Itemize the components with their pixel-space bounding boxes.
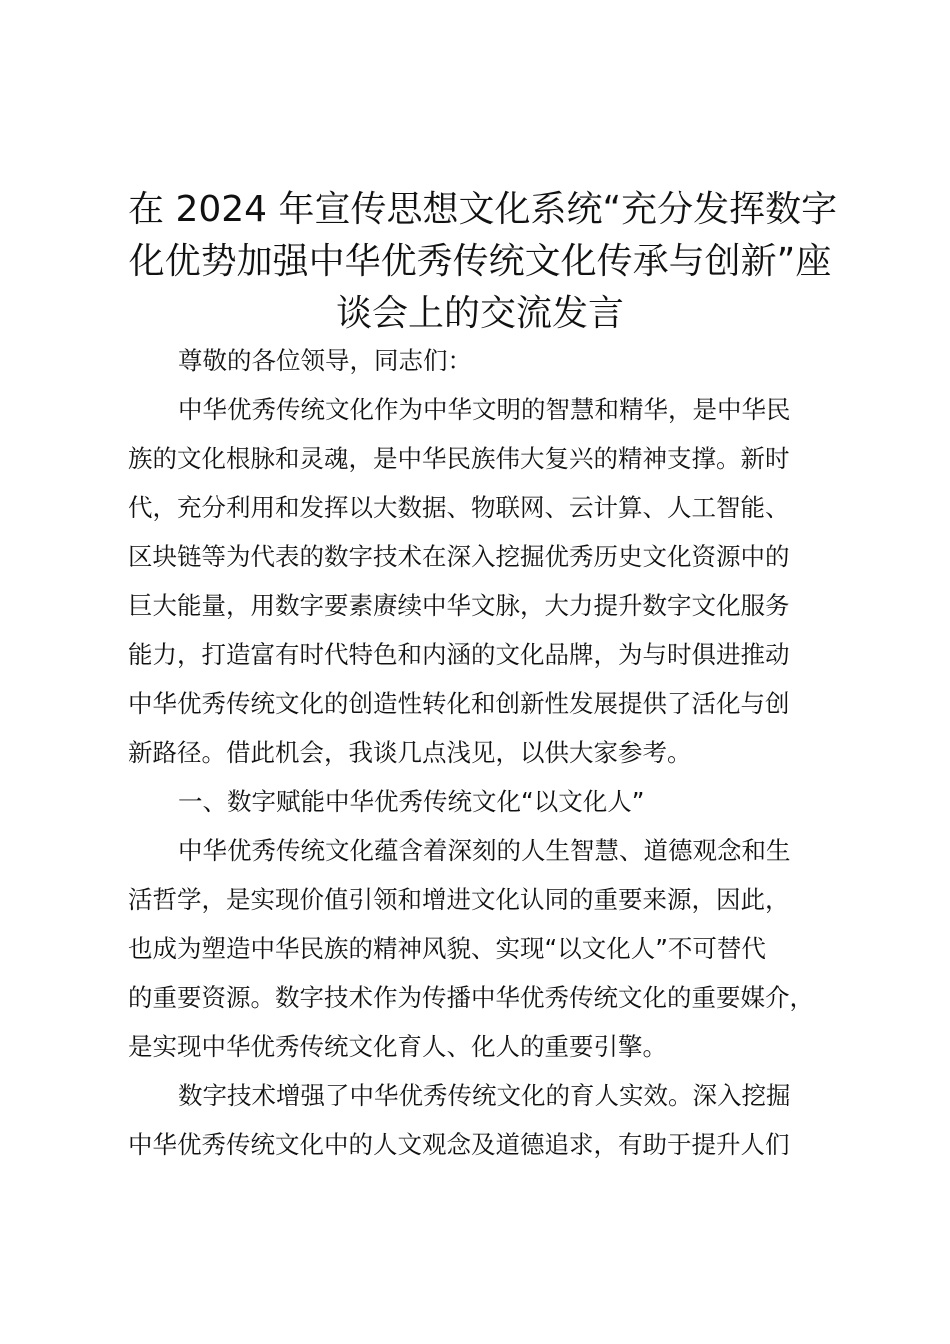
text-line: 中华优秀传统文化的创造性转化和创新性发展提供了活化与创 [128,689,790,718]
document-body [128,336,832,1169]
paragraph-section-1b [128,1071,832,1169]
paragraph-intro [128,385,832,777]
title-line: 化优势加强中华优秀传统文化传承与创新”座 [128,241,832,282]
text-line: 也成为塑造中华民族的精神风貌、实现“以文化人”不可替代 [128,934,766,963]
text-line: 新路径。借此机会，我谈几点浅见，以供大家参考。 [128,738,692,767]
text-line: 区块链等为代表的数字技术在深入挖掘优秀历史文化资源中的 [128,542,790,571]
document-page [128,0,838,1344]
text-line: 中华优秀传统文化作为中华文明的智慧和精华，是中华民 [178,395,791,424]
text-line: 族的文化根脉和灵魂，是中华民族伟大复兴的精神支撑。新时 [128,444,790,473]
title-line: 谈会上的交流发言 [335,293,624,334]
text-line: 一、数字赋能中华优秀传统文化“以文化人” [178,787,645,816]
text-line: 的重要资源。数字技术作为传播中华优秀传统文化的重要媒介， [128,983,814,1012]
paragraph-section-1 [128,826,832,1071]
text-line: 是实现中华优秀传统文化育人、化人的重要引擎。 [128,1032,667,1061]
text-line: 中华优秀传统文化中的人文观念及道德追求，有助于提升人们 [128,1130,790,1159]
text-line: 能力，打造富有时代特色和内涵的文化品牌，为与时俱进推动 [128,640,790,669]
document-title [128,184,838,340]
text-line: 中华优秀传统文化蕴含着深刻的人生智慧、道德观念和生 [178,836,791,865]
text-line: 巨大能量，用数字要素赓续中华文脉，大力提升数字文化服务 [128,591,790,620]
title-line: 在 2024 年宣传思想文化系统“充分发挥数字 [128,189,838,230]
text-line: 代，充分利用和发挥以大数据、物联网、云计算、人工智能、 [128,493,790,522]
salutation [128,336,832,385]
text-line: 尊敬的各位领导，同志们： [178,346,472,375]
text-line: 数字技术增强了中华优秀传统文化的育人实效。深入挖掘 [178,1081,791,1110]
section-heading [128,777,832,826]
text-line: 活哲学，是实现价值引领和增进文化认同的重要来源，因此， [128,885,790,914]
